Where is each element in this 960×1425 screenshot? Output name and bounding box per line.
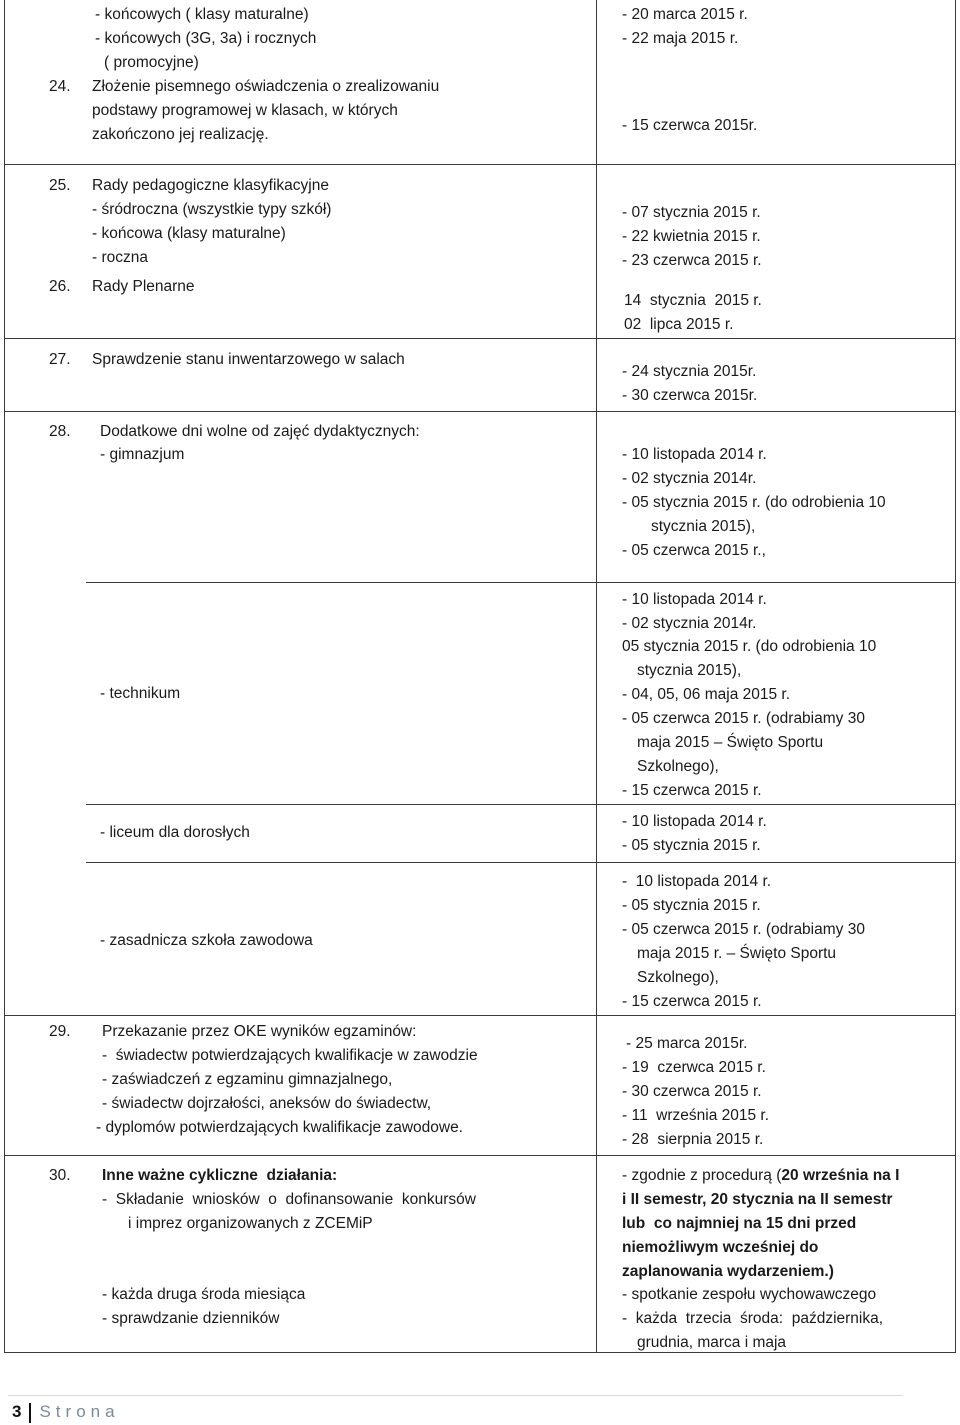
table-border-right xyxy=(955,0,956,1353)
row30-left-line: - Składanie wniosków o dofinansowanie konkursów xyxy=(102,1191,476,1208)
row28-right-line: stycznia 2015), xyxy=(651,518,756,535)
row29-left-line: - świadectw potwierdzających kwalifikacje w zawodzie xyxy=(102,1047,478,1064)
row29-left-line: - dyplomów potwierdzających kwalifikacje zawodowe. xyxy=(96,1119,463,1136)
technikum-right-line: stycznia 2015), xyxy=(637,662,742,679)
row-divider xyxy=(4,164,956,165)
liceum-left-line: - liceum dla dorosłych xyxy=(100,824,250,841)
row29-right-line: - 25 marca 2015r. xyxy=(626,1035,748,1052)
table-border-left xyxy=(4,0,5,1353)
row28-right-line: - 02 stycznia 2014r. xyxy=(622,470,757,487)
row30-right-line: lub co najmniej na 15 dni przed xyxy=(622,1215,857,1232)
row28-left-line: Dodatkowe dni wolne od zajęć dydaktycznych: xyxy=(100,423,420,440)
row-divider xyxy=(4,1155,956,1156)
row23-right-line: - 20 marca 2015 r. xyxy=(622,6,748,23)
row25-right-line: - 23 czerwca 2015 r. xyxy=(622,252,762,269)
row29-left-line: - zaświadczeń z egzaminu gimnazjalnego, xyxy=(102,1071,393,1088)
row23-left-line: - końcowych ( klasy maturalne) xyxy=(95,6,309,23)
row30-left-line: - sprawdzanie dzienników xyxy=(102,1310,280,1327)
page-number: 3 xyxy=(12,1402,22,1421)
technikum-right-line: - 02 stycznia 2014r. xyxy=(622,615,757,632)
row30-right-line: grudnia, marca i maja xyxy=(637,1334,787,1351)
row25-right-line: - 07 stycznia 2015 r. xyxy=(622,204,761,221)
row-divider xyxy=(86,804,956,805)
technikum-right-line: - 15 czerwca 2015 r. xyxy=(622,782,762,799)
row29-right-line: - 19 czerwca 2015 r. xyxy=(622,1059,766,1076)
technikum-right-line: Szkolnego), xyxy=(637,758,719,775)
row30-left-line: - każda druga środa miesiąca xyxy=(102,1286,306,1303)
row-number: 28. xyxy=(49,423,71,440)
row23-right-line: - 22 maja 2015 r. xyxy=(622,30,739,47)
row29-left-line: Przekazanie przez OKE wyników egzaminów: xyxy=(102,1023,417,1040)
row-number: 24. xyxy=(49,78,71,95)
row28-right-line: - 05 czerwca 2015 r., xyxy=(622,542,766,559)
technikum-right-line: - 04, 05, 06 maja 2015 r. xyxy=(622,686,791,703)
row24-left-line: podstawy programowej w klasach, w których xyxy=(92,102,398,119)
row30-right-line: - każda trzecia środa: października, xyxy=(622,1310,884,1327)
row-divider xyxy=(86,862,956,863)
row30-left-line: i imprez organizowanych z ZCEMiP xyxy=(128,1215,373,1232)
row30-right-line: i II semestr, 20 stycznia na II semestr xyxy=(622,1191,893,1208)
row26-right-line: 14 stycznia 2015 r. xyxy=(624,292,762,309)
table-border-bottom xyxy=(4,1352,956,1353)
row-divider xyxy=(4,1015,956,1016)
row28-left-line: - gimnazjum xyxy=(100,446,185,463)
column-divider xyxy=(596,0,597,1353)
row25-left-line: - roczna xyxy=(92,249,148,266)
liceum-right-line: - 05 stycznia 2015 r. xyxy=(622,837,761,854)
footer-rule xyxy=(8,1395,903,1396)
row30-right-text: - zgodnie z procedurą ( xyxy=(622,1167,782,1184)
zasadnicza-right-line: - 05 czerwca 2015 r. (odrabiamy 30 xyxy=(622,921,865,938)
footer-separator xyxy=(29,1403,31,1423)
page-word: Strona xyxy=(39,1402,120,1421)
row24-left-line: zakończono jej realizację. xyxy=(92,126,269,143)
row29-left-line: - świadectw dojrzałości, aneksów do świadectw, xyxy=(102,1095,432,1112)
page-footer xyxy=(12,1400,120,1424)
row-number: 25. xyxy=(49,177,71,194)
row24-left-line: Złożenie pisemnego oświadczenia o zrealizowaniu xyxy=(92,78,440,95)
technikum-right-line: 05 stycznia 2015 r. (do odrobienia 10 xyxy=(622,638,877,655)
row30-right-line: niemożliwym wcześniej do xyxy=(622,1239,819,1256)
row30-right-line: zaplanowania wydarzeniem.) xyxy=(622,1263,834,1280)
zasadnicza-left-line: - zasadnicza szkoła zawodowa xyxy=(100,932,313,949)
row28-right-line: - 10 listopada 2014 r. xyxy=(622,446,767,463)
row30-right-line xyxy=(622,1164,899,1188)
row26-right-line: 02 lipca 2015 r. xyxy=(624,316,734,333)
row29-right-line: - 28 sierpnia 2015 r. xyxy=(622,1131,764,1148)
row29-right-line: - 11 września 2015 r. xyxy=(622,1107,770,1124)
row27-left-line: Sprawdzenie stanu inwentarzowego w salach xyxy=(92,351,405,368)
zasadnicza-right-line: - 15 czerwca 2015 r. xyxy=(622,993,762,1010)
row26-left-line: Rady Plenarne xyxy=(92,278,195,295)
technikum-right-line: - 10 listopada 2014 r. xyxy=(622,591,767,608)
row-divider xyxy=(4,338,956,339)
technikum-left-line: - technikum xyxy=(100,685,181,702)
row-number: 27. xyxy=(49,351,71,368)
zasadnicza-right-line: - 10 listopada 2014 r. xyxy=(622,873,772,890)
row-number: 26. xyxy=(49,278,71,295)
technikum-right-line: - 05 czerwca 2015 r. (odrabiamy 30 xyxy=(622,710,865,727)
liceum-right-line: - 10 listopada 2014 r. xyxy=(622,813,767,830)
row29-right-line: - 30 czerwca 2015 r. xyxy=(622,1083,762,1100)
row28-right-line: - 05 stycznia 2015 r. (do odrobienia 10 xyxy=(622,494,886,511)
row27-right-line: - 30 czerwca 2015r. xyxy=(622,387,758,404)
row-number: 29. xyxy=(49,1023,71,1040)
row25-right-line: - 22 kwietnia 2015 r. xyxy=(622,228,761,245)
row30-heading: Inne ważne cykliczne działania: xyxy=(102,1167,338,1184)
row24-right-line: - 15 czerwca 2015r. xyxy=(622,117,758,134)
technikum-right-line: maja 2015 – Święto Sportu xyxy=(637,734,824,751)
row23-left-line: - końcowych (3G, 3a) i rocznych xyxy=(95,30,317,47)
row-number: 30. xyxy=(49,1167,71,1184)
row25-left-line: Rady pedagogiczne klasyfikacyjne xyxy=(92,177,329,194)
zasadnicza-right-line: maja 2015 r. – Święto Sportu xyxy=(637,945,837,962)
zasadnicza-right-line: Szkolnego), xyxy=(637,969,719,986)
row30-right-bold: 20 września na I xyxy=(781,1167,900,1184)
row-divider xyxy=(86,582,956,583)
row27-right-line: - 24 stycznia 2015r. xyxy=(622,363,757,380)
row25-left-line: - śródroczna (wszystkie typy szkół) xyxy=(92,201,332,218)
row25-left-line: - końcowa (klasy maturalne) xyxy=(92,225,286,242)
row23-left-line: ( promocyjne) xyxy=(104,54,199,71)
row30-right-line: - spotkanie zespołu wychowawczego xyxy=(622,1286,877,1303)
zasadnicza-right-line: - 05 stycznia 2015 r. xyxy=(622,897,761,914)
row-divider xyxy=(4,411,956,412)
